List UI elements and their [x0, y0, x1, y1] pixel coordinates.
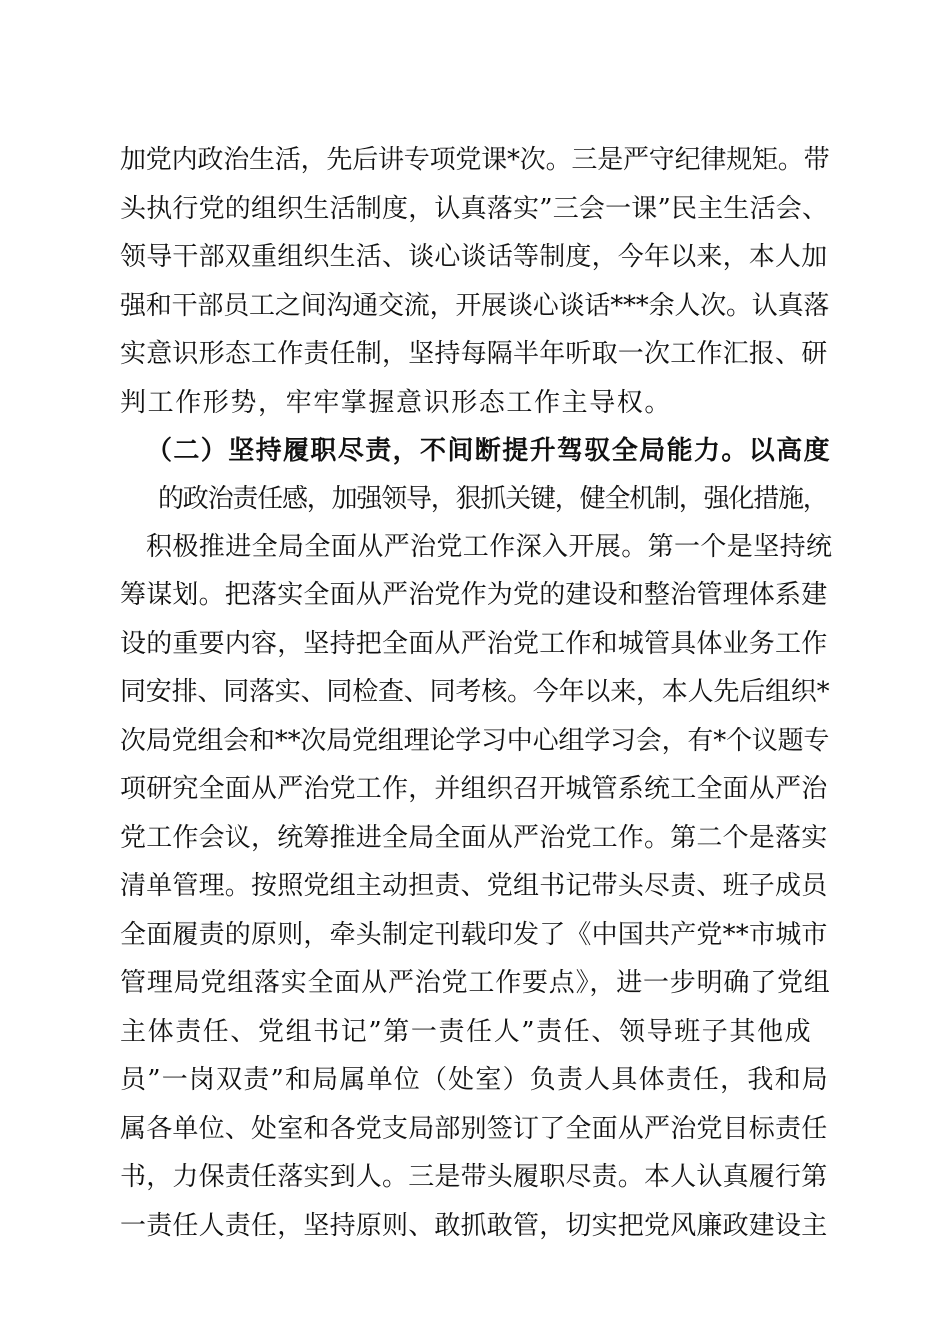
body-text-line: 清单管理。按照党组主动担责、党组书记带头尽责、班子成员 — [120, 871, 828, 901]
body-text-line: 一责任人责任，坚持原则、敢抓敢管，切实把党风廉政建设主 — [120, 1211, 828, 1241]
body-text-line: 书，力保责任落实到人。三是带头履职尽责。本人认真履行第 — [120, 1162, 828, 1192]
body-text-line: 管理局党组落实全面从严治党工作要点》，进一步明确了党组 — [120, 968, 831, 998]
body-text-line: 积极推进全局全面从严治党工作深入开展。第一个是坚持统 — [146, 532, 833, 562]
body-text-line: 主体责任、党组书记”第一责任人”责任、领导班子其他成 — [120, 1017, 813, 1047]
body-text-line: 的政治责任感，加强领导，狠抓关键，健全机制，强化措施， — [158, 484, 828, 514]
body-text-line: 次局党组会和**次局党组理论学习中心组学习会，有*个议题专 — [120, 726, 830, 756]
body-text-line: 筹谋划。把落实全面从严治党作为党的建设和整治管理体系建 — [120, 580, 828, 610]
body-text-line: 强和干部员工之间沟通交流，开展谈心谈话***余人次。认真落 — [120, 291, 830, 321]
body-text-line: 项研究全面从严治党工作，并组织召开城管系统工全面从严治 — [120, 774, 828, 804]
body-text-line: 属各单位、处室和各党支局部别签订了全面从严治党目标责任 — [120, 1114, 828, 1144]
body-text-line: 党工作会议，统筹推进全局全面从严治党工作。第二个是落实 — [120, 823, 828, 853]
body-text-line: 全面履责的原则，牵头制定刊载印发了《中国共产党**市城市 — [120, 920, 828, 950]
body-text-line: 加党内政治生活，先后讲专项党课*次。三是严守纪律规矩。带 — [120, 145, 830, 175]
body-text-line: 头执行党的组织生活制度，认真落实”三会一课”民主生活会、 — [120, 194, 829, 224]
body-text-line: 领导干部双重组织生活、谈心谈话等制度，今年以来，本人加 — [120, 242, 828, 272]
body-text-line: 同安排、同落实、同检查、同考核。今年以来，本人先后组织* — [120, 677, 830, 707]
body-text-line: 实意识形态工作责任制，坚持每隔半年听取一次工作汇报、研 — [120, 339, 828, 369]
body-text-line: 判工作形势，牢牢掌握意识形态工作主导权。 — [120, 388, 673, 418]
section-heading: （二）坚持履职尽责，不间断提升驾驭全局能力。以高度 — [146, 436, 832, 466]
body-text-line: 员”一岗双责”和局属单位（处室）负责人具体责任，我和局 — [120, 1065, 829, 1095]
body-text-line: 设的重要内容，坚持把全面从严治党工作和城管具体业务工作 — [120, 629, 828, 659]
